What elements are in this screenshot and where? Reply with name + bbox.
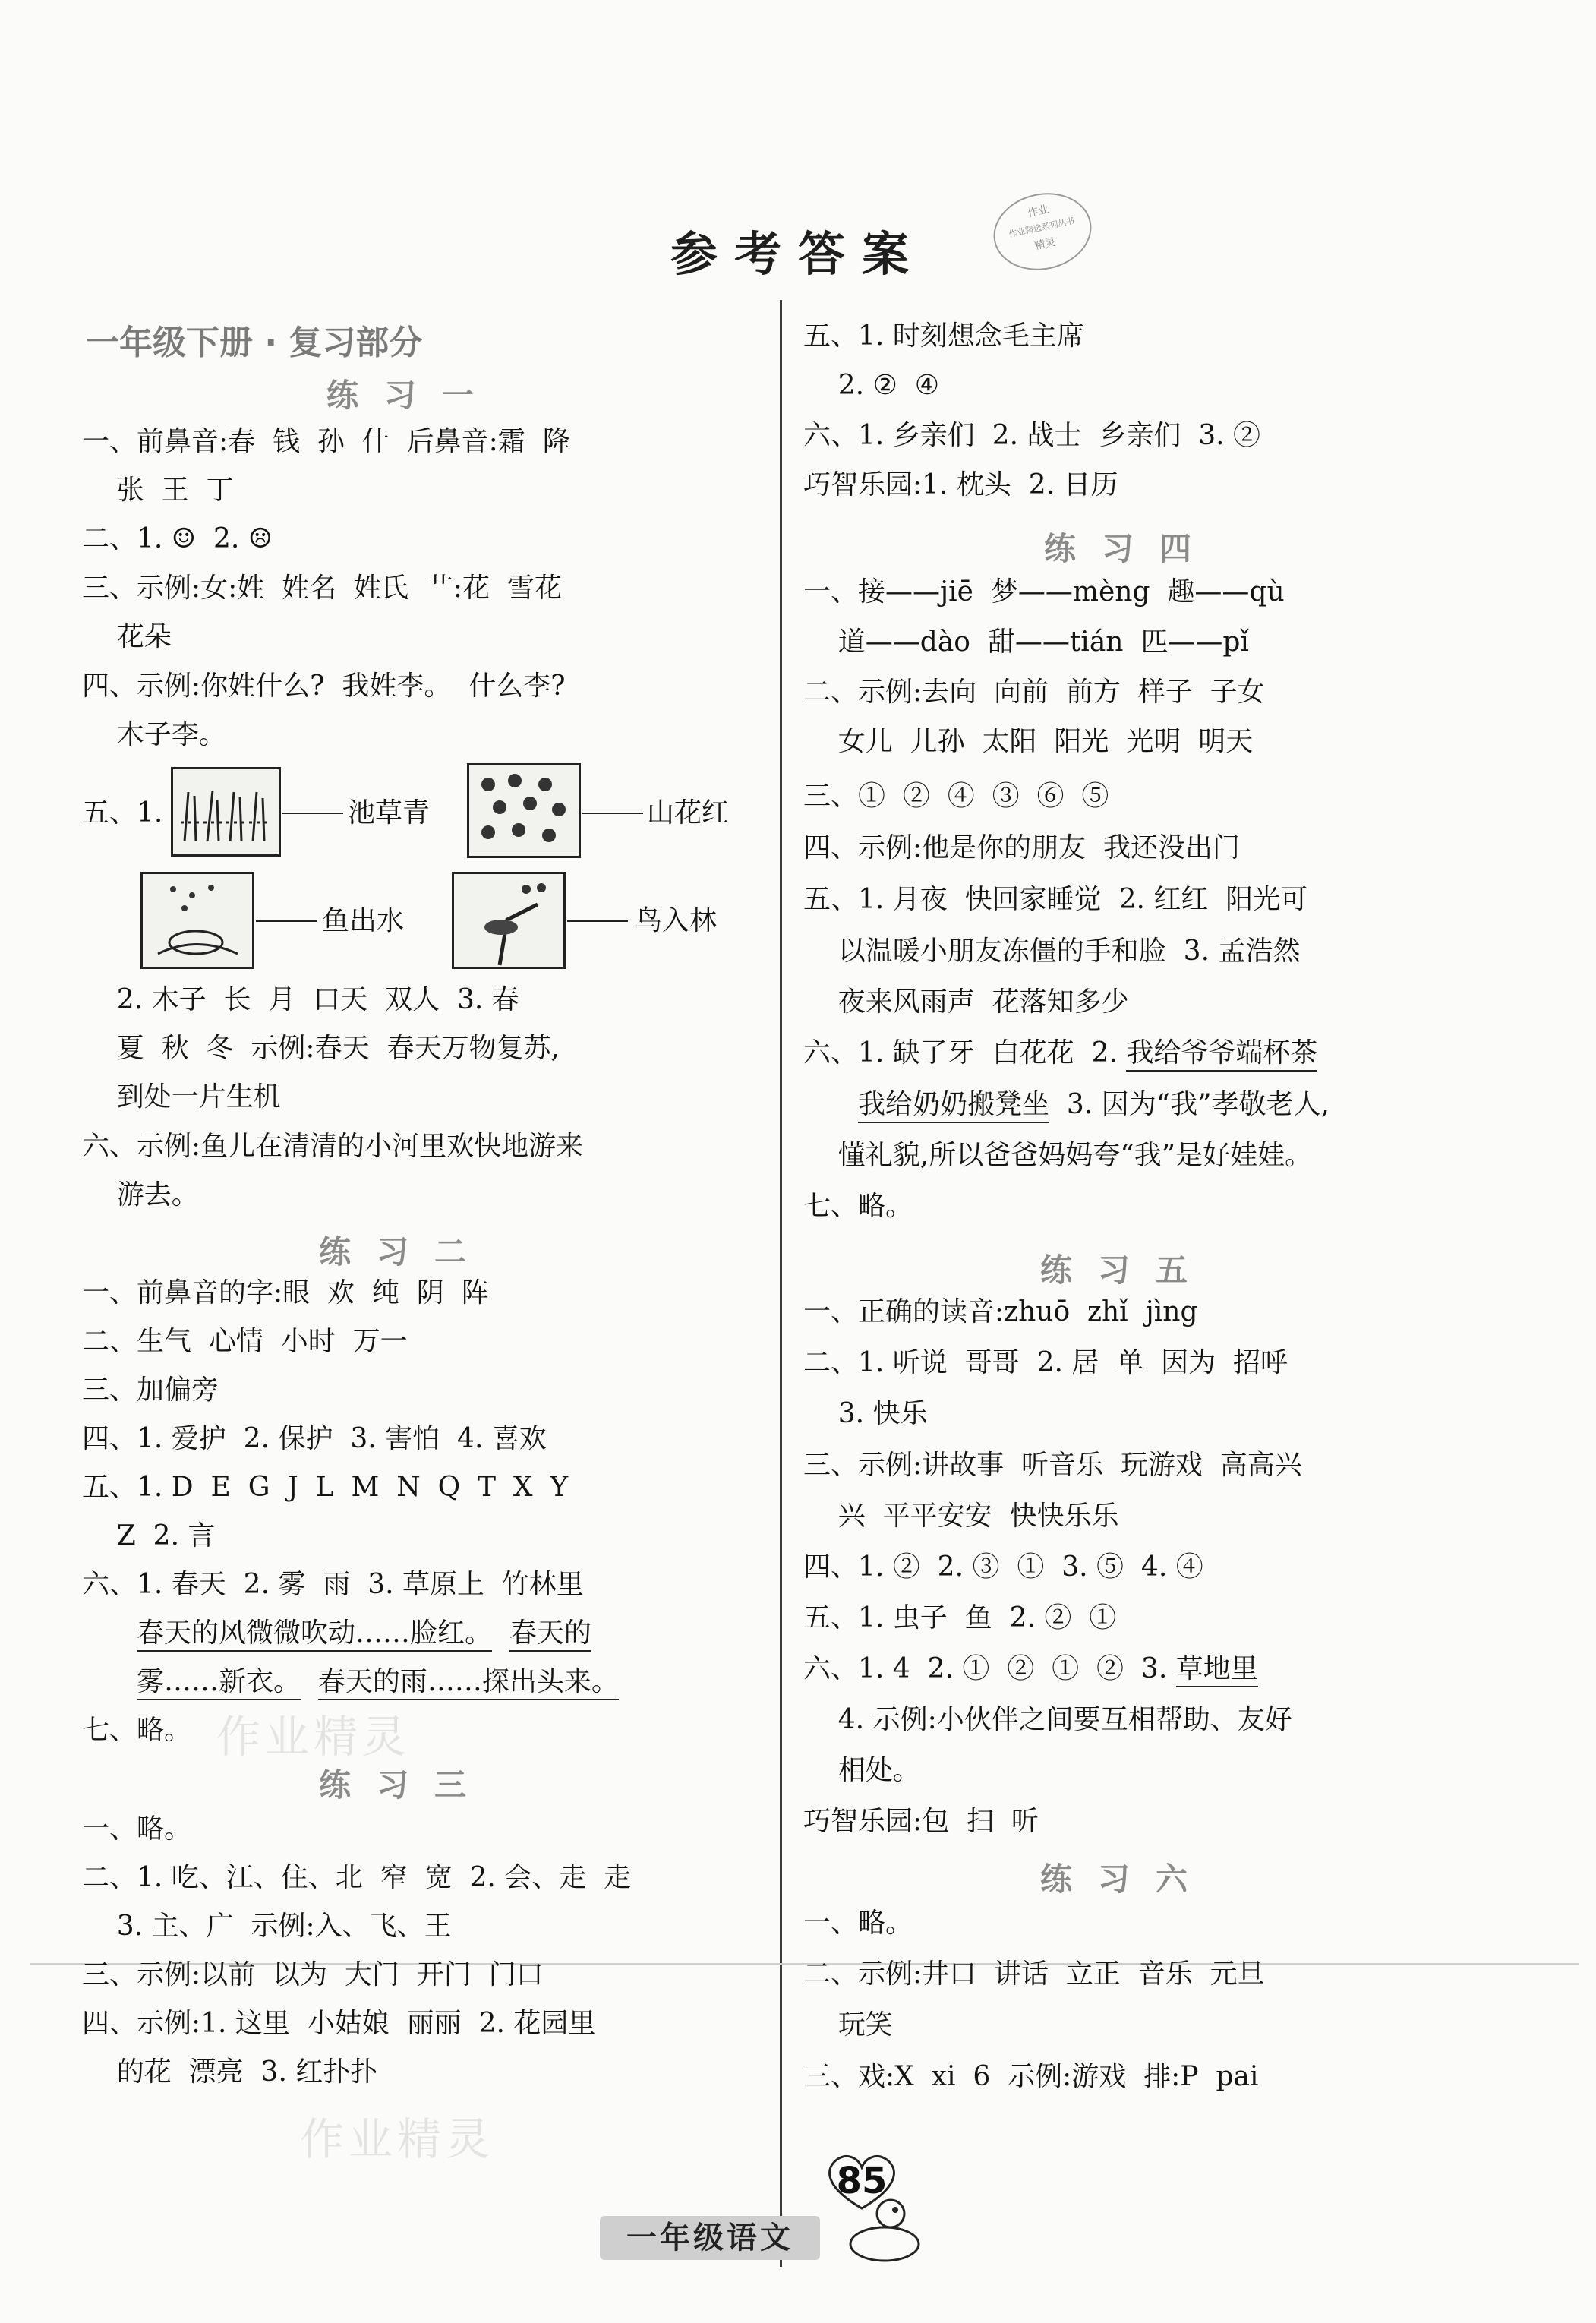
bird-illustration bbox=[454, 874, 564, 967]
answer-line: 六、1. 春天 2. 雾 雨 3. 草原上 竹林里 bbox=[82, 1569, 584, 1600]
flowers-illustration bbox=[469, 765, 579, 857]
exercise-6-heading: 练习六 bbox=[1040, 1861, 1214, 1898]
answer-line: 夜来风雨声 花落知多少 bbox=[803, 986, 1129, 1018]
answer-line: 兴 平平安安 快快乐乐 bbox=[803, 1501, 1119, 1532]
answer-line: 五、1. 月夜 快回家睡觉 2. 红红 阳光可 bbox=[803, 884, 1308, 915]
snail-mascot-icon bbox=[831, 2187, 930, 2271]
answer-line: 二、1. ☺ 2. ☹ bbox=[82, 523, 273, 554]
answer-line: 相处。 bbox=[803, 1755, 920, 1786]
answer-line: 4. 示例:小伙伴之间要互相帮助、友好 bbox=[803, 1704, 1292, 1735]
underlined-answer: 草地里 bbox=[1176, 1653, 1258, 1687]
answer-line: 四、示例:他是你的朋友 我还没出门 bbox=[803, 832, 1241, 863]
answer-line: 一、前鼻音的字:眼 欢 纯 阴 阵 bbox=[82, 1277, 489, 1308]
underlined-answer: 我给爷爷端杯茶 bbox=[1126, 1037, 1317, 1072]
exercise-5-heading: 练习五 bbox=[1040, 1251, 1214, 1289]
answer-line: 三、示例:女:姓 姓名 姓氏 艹:花 雪花 bbox=[82, 573, 562, 604]
match-label: 池草青 bbox=[348, 797, 431, 829]
stamp-top: 作业 bbox=[1027, 203, 1050, 220]
stamp-bottom: 精灵 bbox=[1033, 235, 1057, 253]
bird-nest-picture bbox=[452, 872, 566, 969]
answer-line: 三、加偏旁 bbox=[82, 1375, 219, 1406]
match-line bbox=[256, 920, 317, 922]
answer-line: 五、1. D E G J L M N Q T X Y bbox=[82, 1472, 569, 1503]
answer-line: 三、示例:讲故事 听音乐 玩游戏 高高兴 bbox=[803, 1450, 1302, 1481]
underlined-answer: 春天的 bbox=[509, 1618, 591, 1652]
match-line bbox=[567, 920, 628, 922]
answer-line: 3. 快乐 bbox=[803, 1398, 928, 1429]
answer-line: 六、示例:鱼儿在清清的小河里欢快地游来 bbox=[82, 1131, 584, 1162]
answer-line bbox=[803, 1034, 1317, 1072]
match-label: 鸟入林 bbox=[635, 905, 718, 936]
answer-line: 六、1. 乡亲们 2. 战士 乡亲们 3. ② bbox=[803, 420, 1261, 451]
answer-line: 木子李。 bbox=[82, 719, 226, 750]
match-label: 鱼出水 bbox=[322, 905, 405, 936]
answer-line bbox=[858, 1086, 1329, 1124]
stamp-middle: 作业精选系列丛书 bbox=[1008, 216, 1076, 240]
answer-line: 懂礼貌,所以爸爸妈妈夸“我”是好娃娃。 bbox=[803, 1140, 1313, 1171]
answer-line: 以温暖小朋友冻僵的手和脸 3. 孟浩然 bbox=[803, 936, 1301, 967]
answer-line: 七、略。 bbox=[82, 1715, 192, 1746]
watermark: 作业精灵 bbox=[216, 1711, 412, 1763]
answer-line: 2. 木子 长 月 口天 双人 3. 春 bbox=[82, 984, 519, 1015]
answer-line: 巧智乐园:1. 枕头 2. 日历 bbox=[803, 469, 1118, 500]
answer-line: 四、示例:你姓什么? 我姓李。 什么李? bbox=[82, 671, 566, 702]
page-title: 参考答案 bbox=[670, 226, 926, 282]
answer-line: 三、① ② ④ ③ ⑥ ⑤ bbox=[803, 781, 1109, 812]
underlined-answer: 我给奶奶搬凳坐 bbox=[858, 1089, 1049, 1123]
match-label: 山花红 bbox=[647, 797, 730, 829]
section-title: 一年级下册 · 复习部分 bbox=[86, 324, 423, 362]
answer-line: 七、略。 bbox=[803, 1191, 913, 1222]
answer-line: 夏 秋 冬 示例:春天 春天万物复苏, bbox=[82, 1033, 560, 1064]
answer-line: 三、戏:X xi 6 示例:游戏 排:P pai bbox=[803, 2061, 1259, 2092]
answer-line: 五、1. 虫子 鱼 2. ② ① bbox=[803, 1602, 1117, 1633]
answer-line: 2. ② ④ bbox=[803, 370, 939, 401]
answer-line: 一、接——jiē 梦——mèng 趣——qù bbox=[803, 576, 1285, 608]
exercise-1-heading: 练习一 bbox=[326, 377, 500, 414]
answer-line: 三、示例:以前 以为 大门 开门 门口 bbox=[82, 1959, 544, 1990]
answer-line: 四、示例:1. 这里 小姑娘 丽丽 2. 花园里 bbox=[82, 2008, 596, 2039]
answer-line: 五、1. 时刻想念毛主席 bbox=[803, 320, 1084, 352]
exercise-2-heading: 练习二 bbox=[319, 1233, 493, 1270]
footer-label: 一年级语文 bbox=[600, 2216, 820, 2260]
answer-line: 女儿 儿孙 太阳 阳光 光明 明天 bbox=[803, 726, 1254, 757]
exercise-4-heading: 练习四 bbox=[1044, 530, 1218, 567]
answer-line: 二、生气 心情 小时 万一 bbox=[82, 1326, 408, 1357]
answer-line: 到处一片生机 bbox=[82, 1081, 281, 1113]
answer-line: 一、正确的读音:zhuō zhǐ jìng bbox=[803, 1296, 1198, 1327]
answer-line: 游去。 bbox=[82, 1179, 199, 1210]
grass-illustration bbox=[173, 769, 279, 854]
underlined-answer-line bbox=[137, 1663, 619, 1701]
match-line bbox=[282, 813, 343, 814]
match-line bbox=[582, 813, 643, 814]
watermark: 作业精灵 bbox=[300, 2113, 495, 2165]
answer-text: 六、1. 4 2. ① ② ① ② 3. bbox=[803, 1653, 1176, 1684]
answer-line: 的花 漂亮 3. 红扑扑 bbox=[82, 2056, 378, 2088]
answer-line: 二、1. 听说 哥哥 2. 居 单 因为 招呼 bbox=[803, 1347, 1288, 1378]
answer-line: 巧智乐园:包 扫 听 bbox=[803, 1806, 1039, 1837]
answer-line: 花朵 bbox=[82, 621, 172, 652]
underlined-answer-line bbox=[137, 1614, 591, 1652]
answer-line: 3. 主、广 示例:入、飞、王 bbox=[82, 1911, 452, 1942]
answer-line: 一、前鼻音:春 钱 孙 什 后鼻音:霜 降 bbox=[82, 426, 570, 457]
exercise-3-heading: 练习三 bbox=[319, 1766, 493, 1804]
fish-in-rain-picture bbox=[140, 872, 254, 969]
answer-line: 一、略。 bbox=[803, 1908, 913, 1939]
answer-line: 二、示例:井口 讲话 立正 音乐 元旦 bbox=[803, 1958, 1265, 1990]
underlined-answer: 春天的雨……探出头来。 bbox=[318, 1666, 619, 1700]
page-number: 85 bbox=[836, 2160, 888, 2202]
answer-text: 3. 因为“我”孝敬老人, bbox=[1049, 1089, 1329, 1120]
answer-line: 五、1. bbox=[82, 797, 163, 829]
answer-line: 道——dào 甜——tián 匹——pǐ bbox=[803, 627, 1249, 658]
answer-text: 六、1. 缺了牙 白花花 2. bbox=[803, 1037, 1127, 1068]
answer-line: 四、1. 爱护 2. 保护 3. 害怕 4. 喜欢 bbox=[82, 1423, 547, 1454]
answer-line: 二、示例:去向 向前 前方 样子 子女 bbox=[803, 677, 1265, 708]
fish-illustration bbox=[143, 874, 253, 967]
answer-line: Z 2. 言 bbox=[82, 1520, 216, 1551]
answer-line: 张 王 丁 bbox=[82, 475, 234, 506]
grass-picture bbox=[171, 767, 281, 857]
underlined-answer: 雾……新衣。 bbox=[137, 1666, 301, 1700]
underlined-answer: 春天的风微微吹动……脸红。 bbox=[137, 1618, 492, 1652]
answer-line bbox=[803, 1650, 1258, 1688]
answer-line: 一、略。 bbox=[82, 1813, 192, 1845]
flowers-picture bbox=[467, 763, 581, 858]
answer-line: 玩笑 bbox=[803, 2009, 893, 2041]
column-divider bbox=[780, 300, 782, 2267]
answer-line: 二、1. 吃、江、住、北 窄 宽 2. 会、走 走 bbox=[82, 1862, 632, 1893]
answer-line: 四、1. ② 2. ③ ① 3. ⑤ 4. ④ bbox=[803, 1551, 1203, 1583]
